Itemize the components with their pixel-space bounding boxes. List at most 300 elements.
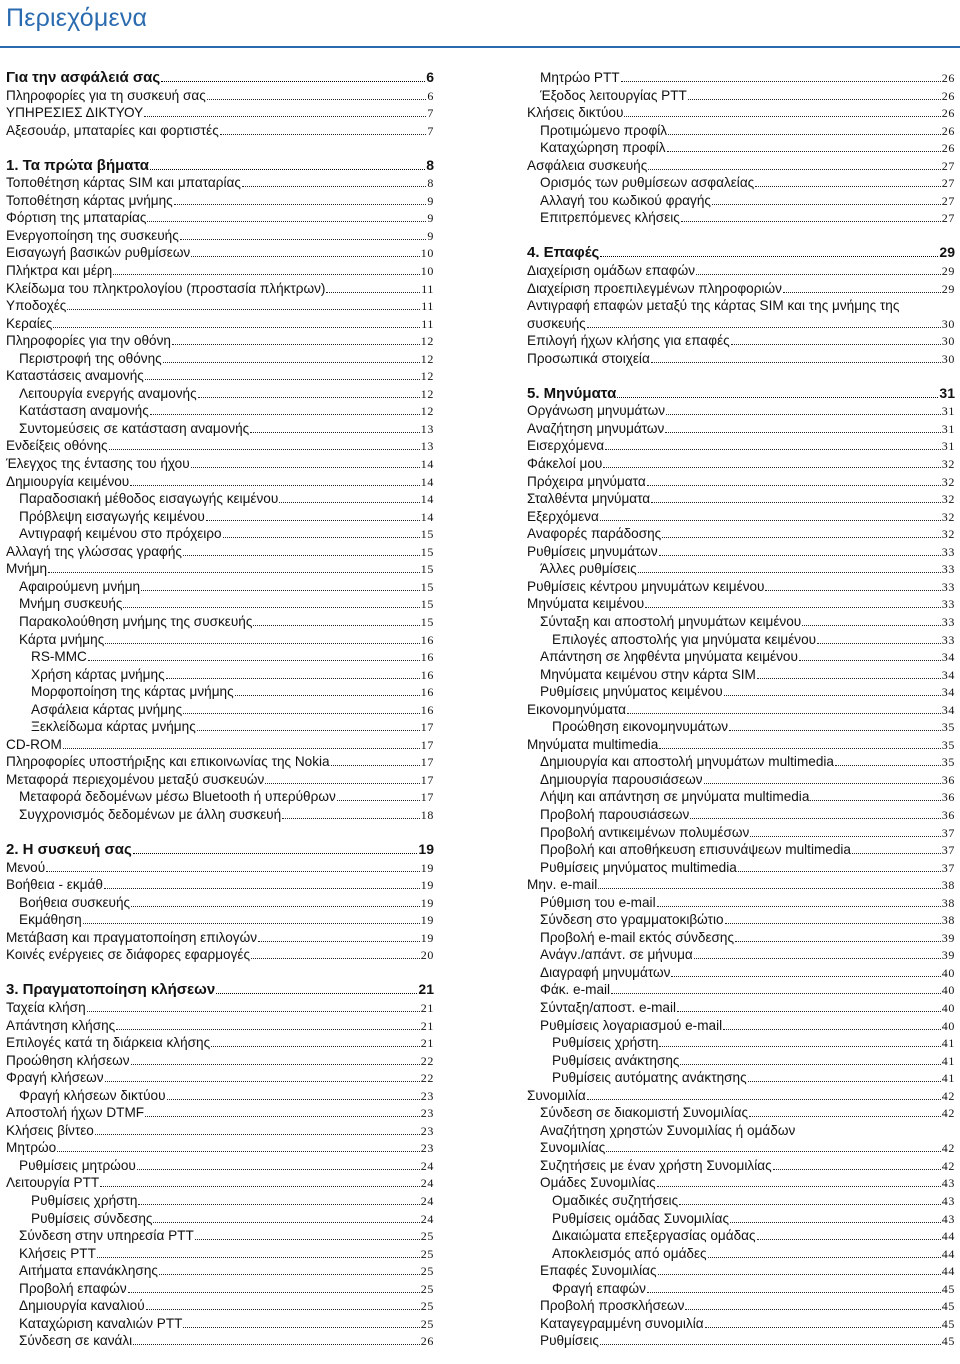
toc-page-number: 43	[941, 1194, 955, 1208]
toc-dot-leader	[282, 818, 420, 819]
toc-entry-label: Προσωπικά στοιχεία	[527, 350, 650, 366]
toc-entry[interactable]	[6, 788, 434, 806]
toc-entry-label: Αναζήτηση χρηστών Συνομιλίας ή ομάδων	[540, 1122, 796, 1138]
toc-entry[interactable]	[6, 806, 434, 824]
toc-chapter-entry[interactable]	[527, 385, 955, 403]
toc-entry-label: Δημιουργία και αποστολή μηνυμάτων multimedia	[540, 754, 834, 770]
toc-entry[interactable]	[6, 1262, 434, 1280]
toc-entry[interactable]	[527, 1332, 955, 1350]
toc-page-number: 27	[941, 176, 955, 191]
toc-entry[interactable]	[6, 560, 434, 578]
toc-dot-leader	[67, 309, 420, 310]
toc-entry-label: Περιστροφή της οθόνης	[19, 350, 162, 366]
toc-entry[interactable]	[6, 1297, 434, 1315]
toc-page-number: 21	[418, 981, 434, 998]
toc-entry[interactable]	[6, 1245, 434, 1263]
toc-dot-leader	[331, 765, 420, 766]
toc-entry-label: Έλεγχος της έντασης του ήχου	[6, 456, 190, 472]
toc-page-number: 33	[941, 614, 955, 629]
toc-dot-leader	[587, 1099, 941, 1100]
toc-dot-leader	[696, 274, 941, 275]
toc-entry-label: Κάρτα μνήμης	[19, 631, 105, 647]
toc-dot-leader	[195, 1239, 420, 1240]
toc-dot-leader	[621, 81, 941, 82]
toc-entry[interactable]	[527, 876, 955, 894]
toc-entry[interactable]	[527, 1192, 955, 1210]
toc-entry[interactable]	[527, 666, 955, 684]
toc-entry[interactable]	[527, 613, 955, 631]
toc-entry-label: Συντομεύσεις σε κατάσταση αναμονής	[19, 420, 250, 436]
toc-page-number: 33	[941, 579, 955, 594]
toc-entry[interactable]	[6, 1192, 434, 1210]
toc-entry[interactable]	[6, 280, 434, 298]
toc-entry[interactable]	[6, 490, 434, 508]
toc-entry[interactable]	[6, 1104, 434, 1122]
toc-entry[interactable]	[6, 262, 434, 280]
toc-entry[interactable]	[527, 262, 955, 280]
toc-dot-leader	[183, 555, 420, 556]
toc-entry[interactable]	[6, 1315, 434, 1333]
toc-dot-leader	[46, 871, 420, 872]
toc-page-number: 15	[420, 527, 434, 542]
toc-entry-label: Συνομιλία	[527, 1087, 586, 1103]
toc-entry-label: CD-ROM	[6, 736, 62, 752]
toc-entry-label: Ρυθμίσεις χρήστη	[31, 1193, 138, 1208]
toc-entry[interactable]	[6, 631, 434, 649]
toc-entry[interactable]	[527, 1174, 955, 1192]
toc-chapter-entry[interactable]	[527, 244, 955, 262]
toc-dot-leader	[662, 537, 941, 538]
toc-entry[interactable]	[527, 1315, 955, 1333]
toc-entry[interactable]	[6, 718, 434, 736]
toc-entry[interactable]	[6, 1052, 434, 1070]
toc-dot-leader	[648, 169, 941, 170]
toc-entry[interactable]	[527, 578, 955, 596]
toc-dot-leader	[130, 485, 420, 486]
toc-entry[interactable]	[527, 631, 955, 649]
toc-page-number: 45	[941, 1299, 955, 1314]
toc-entry[interactable]	[6, 209, 434, 227]
toc-dot-leader	[48, 572, 420, 573]
toc-entry-label: Καταγεγραμμένη συνομιλία	[540, 1315, 704, 1331]
toc-entry[interactable]	[527, 174, 955, 192]
toc-entry[interactable]	[6, 420, 434, 438]
toc-entry-label: Ορισμός των ρυθμίσεων ασφαλείας	[540, 175, 755, 191]
toc-page-number: 19	[420, 860, 434, 875]
toc-dot-leader	[105, 643, 420, 644]
toc-entry[interactable]	[6, 192, 434, 210]
toc-entry[interactable]	[527, 508, 955, 526]
toc-entry-label: Οργάνωση μηνυμάτων	[527, 403, 666, 419]
toc-entry[interactable]	[527, 718, 955, 736]
toc-entry[interactable]	[6, 1087, 434, 1105]
toc-entry[interactable]	[527, 1227, 955, 1245]
toc-entry[interactable]	[527, 402, 955, 420]
toc-entry[interactable]	[6, 1122, 434, 1140]
toc-entry[interactable]	[527, 490, 955, 508]
toc-entry-label: Ομαδικές συζητήσεις	[552, 1193, 679, 1208]
toc-entry[interactable]	[527, 280, 955, 298]
toc-dot-leader	[765, 590, 940, 591]
toc-chapter-entry[interactable]	[6, 841, 434, 859]
toc-entry[interactable]	[527, 1297, 955, 1315]
toc-chapter-entry[interactable]	[6, 981, 434, 999]
toc-entry[interactable]	[6, 613, 434, 631]
toc-entry[interactable]	[6, 1139, 434, 1157]
toc-entry-label: Φραγή κλήσεων	[6, 1070, 104, 1086]
toc-page-number: 6	[426, 69, 434, 85]
toc-dot-leader	[738, 871, 941, 872]
toc-dot-leader	[731, 344, 941, 345]
toc-entry[interactable]	[6, 1157, 434, 1175]
toc-dot-leader	[600, 520, 941, 521]
toc-page-number: 25	[420, 1246, 434, 1261]
toc-entry[interactable]	[6, 473, 434, 491]
toc-entry-label: Απάντηση κλήσης	[6, 1017, 116, 1033]
toc-entry[interactable]	[6, 1069, 434, 1087]
toc-page-number: 41	[941, 1036, 955, 1051]
toc-dot-leader	[137, 1169, 420, 1170]
toc-dot-leader	[133, 853, 418, 854]
toc-dot-leader	[750, 836, 941, 837]
toc-dot-leader	[146, 1309, 420, 1310]
title-rule	[0, 46, 960, 48]
toc-entry-label: Μηνύματα multimedia	[527, 736, 659, 752]
toc-page-number: 17	[420, 772, 434, 787]
toc-spacer	[6, 964, 434, 982]
toc-entry[interactable]	[527, 192, 955, 210]
toc-page-number: 25	[420, 1229, 434, 1244]
toc-spacer	[6, 139, 434, 157]
toc-entry-label: Μηνύματα κειμένου στην κάρτα SIM	[540, 666, 756, 682]
toc-entry[interactable]	[6, 332, 434, 350]
toc-entry-label: Μεταφορά δεδομένων μέσω Bluetooth ή υπερύθρων	[19, 789, 336, 805]
toc-page-number: 15	[420, 597, 434, 612]
toc-entry[interactable]	[6, 244, 434, 262]
toc-dot-leader	[749, 1116, 941, 1117]
toc-entry-label: Ρυθμίσεις ομάδας Συνομιλίας	[552, 1210, 729, 1226]
toc-entry[interactable]	[6, 1332, 434, 1350]
toc-entry[interactable]	[527, 964, 955, 982]
toc-entry[interactable]	[527, 1210, 955, 1228]
toc-page-number: 32	[941, 527, 955, 542]
toc-entry[interactable]	[527, 1139, 955, 1157]
toc-dot-leader	[665, 432, 940, 433]
toc-entry[interactable]	[527, 824, 955, 842]
toc-entry-label: Για την ασφάλειά σας	[6, 69, 161, 86]
toc-dot-leader	[153, 1222, 419, 1223]
toc-entry-label: Παρακολούθηση μνήμης της συσκευής	[19, 613, 253, 629]
toc-entry[interactable]	[527, 981, 955, 999]
toc-entry[interactable]	[6, 297, 434, 315]
toc-entry[interactable]	[527, 736, 955, 754]
toc-page-number: 40	[941, 1000, 955, 1015]
toc-entry[interactable]	[6, 876, 434, 894]
toc-entry[interactable]	[527, 999, 955, 1017]
toc-page-number: 36	[941, 790, 955, 805]
toc-dot-leader	[113, 274, 420, 275]
toc-dot-leader	[783, 292, 941, 293]
toc-dot-leader	[258, 941, 420, 942]
toc-page-number: 31	[941, 421, 955, 436]
toc-entry-label: Επιλογή ήχων κλήσης για επαφές	[527, 333, 730, 349]
toc-entry[interactable]	[527, 859, 955, 877]
toc-spacer	[527, 367, 955, 385]
toc-entry-label: Αντιγραφή επαφών μεταξύ της κάρτας SIM και της μνήμης της	[527, 298, 900, 314]
toc-dot-leader	[183, 713, 420, 714]
toc-entry-label: Λειτουργία ενεργής αναμονής	[19, 385, 197, 401]
toc-entry[interactable]	[527, 157, 955, 175]
toc-entry-label: Ρυθμίσεις μηνύματος κειμένου	[540, 684, 723, 700]
toc-entry[interactable]	[6, 1227, 434, 1245]
toc-dot-leader	[657, 906, 941, 907]
toc-entry[interactable]	[527, 1122, 955, 1140]
toc-page-number: 38	[941, 895, 955, 910]
toc-page-number: 12	[420, 369, 434, 384]
toc-entry[interactable]	[527, 929, 955, 947]
toc-dot-leader	[659, 748, 940, 749]
toc-entry[interactable]	[527, 525, 955, 543]
toc-entry-label: Πληροφορίες για την οθόνη	[6, 333, 171, 349]
toc-entry-label: Κοινές ενέργειες σε διάφορες εφαρμογές	[6, 947, 251, 963]
toc-page-number: 42	[941, 1088, 955, 1103]
toc-entry[interactable]	[6, 367, 434, 385]
toc-entry[interactable]	[527, 841, 955, 859]
toc-entry[interactable]	[6, 508, 434, 526]
toc-entry[interactable]	[6, 999, 434, 1017]
toc-entry[interactable]	[527, 1087, 955, 1105]
toc-entry[interactable]	[6, 753, 434, 771]
toc-entry[interactable]	[6, 385, 434, 403]
toc-page-number: 11	[421, 316, 434, 331]
toc-page-number: 12	[420, 351, 434, 366]
toc-dot-leader	[253, 625, 419, 626]
toc-entry-label: Προβολή προσκλήσεων	[540, 1298, 685, 1314]
toc-entry[interactable]	[527, 420, 955, 438]
toc-entry[interactable]	[527, 1052, 955, 1070]
toc-entry[interactable]	[527, 315, 955, 333]
toc-page-number: 30	[941, 334, 955, 349]
toc-page-number: 45	[941, 1316, 955, 1331]
toc-page-number: 41	[941, 1053, 955, 1068]
toc-entry[interactable]	[527, 1157, 955, 1175]
toc-entry[interactable]	[6, 122, 434, 140]
toc-page-number: 40	[941, 1018, 955, 1033]
toc-dot-leader	[145, 379, 420, 380]
toc-entry[interactable]	[6, 1174, 434, 1192]
toc-entry[interactable]	[6, 455, 434, 473]
toc-entry-label: Συζητήσεις με έναν χρήστη Συνομιλίας	[540, 1157, 772, 1173]
toc-entry[interactable]	[527, 1104, 955, 1122]
toc-dot-leader	[145, 1116, 420, 1117]
toc-page-number: 7	[427, 106, 434, 121]
toc-entry[interactable]	[527, 455, 955, 473]
toc-entry[interactable]	[6, 1034, 434, 1052]
toc-page-number: 21	[420, 1000, 434, 1015]
toc-entry-label: Ρυθμίσεις μηνύματος multimedia	[540, 859, 737, 875]
toc-entry-label: Κεραίες	[6, 315, 53, 331]
toc-entry-label: Μητρώο PTT	[540, 70, 620, 85]
toc-entry[interactable]	[6, 104, 434, 122]
toc-page-number: 33	[941, 544, 955, 559]
toc-entry[interactable]	[527, 332, 955, 350]
toc-entry-label: Μητρώο	[6, 1140, 57, 1156]
toc-entry-label: ΥΠΗΡΕΣΙΕΣ ΔΙΚΤΥΟΥ	[6, 105, 144, 121]
toc-entry-label: Πληροφορίες υποστήριξης και επικοινωνίας της Nokia	[6, 754, 330, 770]
toc-entry[interactable]	[527, 911, 955, 929]
toc-entry-label: Σύνταξη και αποστολή μηνυμάτων κειμένου	[540, 613, 802, 629]
toc-entry-label: Λήψη και απάντηση σε μηνύματα multimedia	[540, 789, 810, 805]
toc-page-number: 32	[941, 457, 955, 472]
toc-entry[interactable]	[527, 1262, 955, 1280]
toc-dot-leader	[251, 958, 420, 959]
toc-entry[interactable]	[527, 437, 955, 455]
toc-page-number: 16	[420, 667, 434, 682]
toc-entry[interactable]	[6, 911, 434, 929]
toc-dot-leader	[147, 221, 426, 222]
toc-entry[interactable]	[6, 683, 434, 701]
toc-dot-leader	[183, 1327, 419, 1328]
toc-entry[interactable]	[527, 683, 955, 701]
toc-dot-leader	[725, 923, 941, 924]
toc-dot-leader	[645, 607, 941, 608]
toc-dot-leader	[694, 958, 941, 959]
toc-entry[interactable]	[527, 350, 955, 368]
toc-dot-leader	[197, 730, 420, 731]
toc-entry[interactable]	[6, 894, 434, 912]
toc-entry[interactable]	[527, 1017, 955, 1035]
toc-entry[interactable]	[527, 122, 955, 140]
toc-entry[interactable]	[527, 1280, 955, 1298]
toc-entry[interactable]	[6, 543, 434, 561]
toc-entry[interactable]	[6, 227, 434, 245]
toc-entry[interactable]	[6, 350, 434, 368]
toc-entry[interactable]	[6, 437, 434, 455]
toc-entry[interactable]	[527, 297, 955, 315]
toc-entry[interactable]	[527, 788, 955, 806]
toc-entry[interactable]	[527, 104, 955, 122]
toc-dot-leader	[659, 555, 941, 556]
toc-entry[interactable]	[527, 543, 955, 561]
toc-entry[interactable]	[6, 174, 434, 192]
toc-page-number: 27	[941, 193, 955, 208]
toc-page-number: 24	[420, 1194, 434, 1208]
toc-page-number: 13	[420, 421, 434, 436]
toc-entry[interactable]	[527, 595, 955, 613]
toc-dot-leader	[150, 414, 420, 415]
toc-entry-label: Μετάβαση και πραγματοποίηση επιλογών	[6, 929, 257, 945]
toc-entry[interactable]	[527, 806, 955, 824]
toc-entry-label: Πλήκτρα και μέρη	[6, 263, 113, 279]
toc-entry[interactable]	[527, 1069, 955, 1087]
toc-dot-leader	[104, 888, 420, 889]
toc-entry[interactable]	[6, 578, 434, 596]
toc-page-number: 25	[420, 1264, 434, 1279]
toc-page-number: 19	[418, 841, 434, 858]
toc-entry[interactable]	[6, 946, 434, 964]
toc-entry[interactable]	[527, 1245, 955, 1263]
toc-entry-label: Βοήθεια - εκμάθ	[6, 877, 103, 893]
toc-dot-leader	[216, 993, 417, 994]
toc-dot-leader	[757, 678, 941, 679]
toc-entry[interactable]	[527, 473, 955, 491]
toc-page-number: 15	[420, 614, 434, 629]
toc-entry-label: Ρυθμίσεις κέντρου μηνυμάτων κειμένου	[527, 578, 765, 594]
toc-page-number: 35	[941, 755, 955, 770]
toc-page-number: 30	[941, 316, 955, 331]
toc-dot-leader	[138, 1204, 419, 1205]
toc-entry-label: Αιτήματα επανάκλησης	[19, 1263, 158, 1279]
toc-page-number: 38	[941, 913, 955, 928]
toc-chapter-entry[interactable]	[6, 69, 434, 87]
toc-entry[interactable]	[527, 771, 955, 789]
toc-dot-leader	[265, 783, 419, 784]
toc-spacer	[527, 227, 955, 245]
toc-entry[interactable]	[6, 666, 434, 684]
toc-entry[interactable]	[6, 1017, 434, 1035]
toc-chapter-entry[interactable]	[6, 157, 434, 175]
toc-entry[interactable]	[527, 648, 955, 666]
toc-entry[interactable]	[6, 701, 434, 719]
toc-entry[interactable]	[6, 736, 434, 754]
toc-entry[interactable]	[6, 1210, 434, 1228]
toc-entry[interactable]	[6, 929, 434, 947]
toc-entry[interactable]	[6, 859, 434, 877]
toc-entry[interactable]	[527, 753, 955, 771]
toc-entry-label: Αντιγραφή κειμένου στο πρόχειρο	[19, 526, 222, 542]
toc-entry-label: Δημιουργία κειμένου	[6, 473, 130, 489]
toc-entry[interactable]	[527, 209, 955, 227]
toc-page-number: 25	[420, 1316, 434, 1331]
toc-page-number: 16	[420, 685, 434, 700]
toc-entry-label: Μενού	[6, 859, 46, 875]
toc-page-number: 31	[941, 439, 955, 454]
toc-entry[interactable]	[6, 87, 434, 105]
toc-dot-leader	[131, 906, 420, 907]
toc-entry[interactable]	[6, 315, 434, 333]
toc-entry[interactable]	[6, 648, 434, 666]
toc-page-number: 11	[421, 281, 434, 296]
toc-entry-label: Μεταφορά περιεχομένου μεταξύ συσκευών	[6, 771, 265, 787]
toc-page-number: 35	[941, 720, 955, 735]
toc-dot-leader	[167, 1099, 420, 1100]
toc-entry[interactable]	[527, 1034, 955, 1052]
toc-entry[interactable]	[6, 525, 434, 543]
toc-entry[interactable]	[6, 1280, 434, 1298]
toc-entry[interactable]	[527, 894, 955, 912]
toc-entry[interactable]	[6, 402, 434, 420]
toc-page-number: 8	[426, 156, 434, 173]
toc-entry-label: συσκευής	[527, 315, 586, 331]
toc-entry[interactable]	[527, 701, 955, 719]
toc-entry[interactable]	[6, 595, 434, 613]
toc-dot-leader	[671, 976, 940, 977]
toc-entry[interactable]	[527, 946, 955, 964]
toc-dot-leader	[53, 327, 420, 328]
toc-entry[interactable]	[527, 139, 955, 157]
toc-entry[interactable]	[527, 560, 955, 578]
toc-entry-label: Προβολή και αποθήκευση επισυνάψεων multimedia	[540, 842, 851, 858]
toc-entry-label: Προβολή παρουσιάσεων	[540, 806, 690, 822]
toc-entry[interactable]	[6, 771, 434, 789]
toc-page-number: 9	[427, 228, 434, 243]
toc-dot-leader	[606, 1151, 941, 1152]
toc-page-number: 17	[420, 720, 434, 735]
toc-entry[interactable]	[527, 69, 955, 87]
toc-entry-label: Κλήσεις βίντεο	[6, 1122, 94, 1138]
toc-entry[interactable]	[527, 87, 955, 105]
toc-page-number: 24	[420, 1158, 434, 1173]
